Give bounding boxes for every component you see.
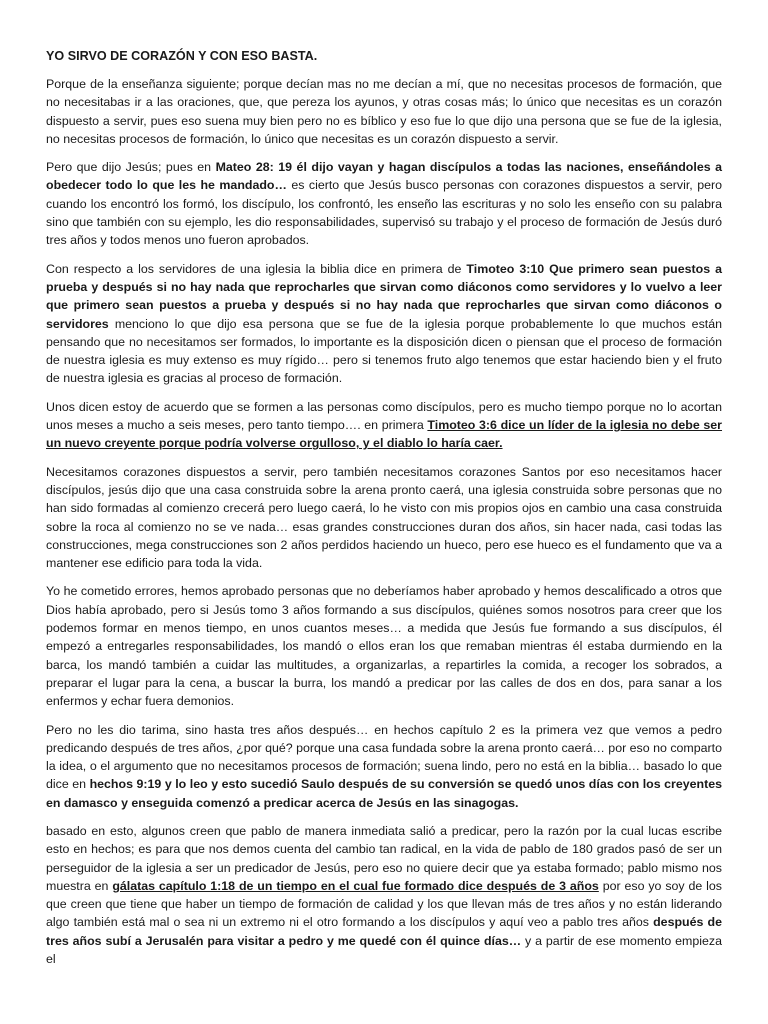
paragraph-3-bold-1: Timoteo 3:10 Que primero sean puestos a prueba y después si no hay nada que reprocharles que sirvan como diáconos como servidores y lo vuelvo a leer que primero sean puestos a prueba y después si no hay nada que reprocharles que sirvan como diáconos o servidores: [46, 261, 722, 331]
paragraph-8: [46, 822, 722, 968]
document-title: YO SIRVO DE CORAZÓN Y CON ESO BASTA.: [46, 49, 318, 63]
paragraph-1: Porque de la enseñanza siguiente; porque decían mas no me decían a mí, que no necesitas procesos de formación, que no necesitabas ir a las oraciones, que, que pereza los ayunos, y otras cosas más; lo único que necesitas es un corazón dispuesto a servir, pues eso suena muy bien pero no es bíblico y eso fue lo que dijo una persona que se fue de la iglesia, no necesitas procesos de formación, lo único que necesitas es un corazón dispuesto a servir.: [46, 77, 722, 146]
paragraph-2-bold-1: Mateo 28: 19 él dijo vayan y hagan discípulos a todas las naciones, enseñándoles a obedecer todo lo que les he mandado…: [46, 160, 722, 193]
paragraph-2-text-1: Pero que dijo Jesús; pues en: [46, 160, 216, 175]
paragraph-8-text-1: basado en esto, algunos creen que pablo de manera inmediata salió a predicar, pero la razón por la cual lucas escribe esto en hechos; es para que nos demos cuenta del cambio tan radical, en la vida de pablo de 180 grados pasó de ser un perseguidor de la iglesia a ser un predicador de Jesús, pero eso no quiere decir que ya estaba formado; pablo mismo nos muestra en: [46, 823, 722, 893]
paragraph-2-text-2: es cierto que Jesús busco personas con corazones dispuestos a servir, pero cuando los encontró los formó, los discípulo, los confrontó, les enseño las escrituras y no solo les enseño con su palabra sino que también con su ejemplo, les dio responsabilidades, supervisó su trabajo y el proceso de formación de Jesús duró tres años y todos menos uno fueron aprobados.: [46, 178, 722, 248]
paragraph-4-bold-underlined: Timoteo 3:6 dice un líder de la iglesia no debe ser un nuevo creyente porque podría volverse orgulloso, y el diablo lo haría caer.: [46, 418, 723, 451]
paragraph-4-text-1: Unos dicen estoy de acuerdo que se formen a las personas como discípulos, pero es mucho tiempo porque no lo acortan unos meses a mucho a seis meses, pero tanto tiempo…. en primera: [46, 399, 722, 433]
paragraph-3-text-1: Con respecto a los servidores de una iglesia la biblia dice en primera de: [46, 261, 467, 276]
paragraph-8-bold-2: después de tres años subí a Jerusalén para visitar a pedro y me quedé con él quince días…: [46, 915, 722, 948]
paragraph-5: Necesitamos corazones dispuestos a servir, pero también necesitamos corazones Santos por eso necesitamos hacer discípulos, jesús dijo que una casa construida sobre la arena pronto caerá, una iglesia construida sobre personas que no han sido formadas al comienzo crecerá pero luego caerá, lo he visto con mis propios ojos en cambio una casa construida sobre la roca al comienzo no se ve nada… esas grandes construcciones duran dos años, sin hacer nada, casi todas las construcciones, mega construcciones son 2 años perdidos haciendo un hueco, pero ese hueco es el fundamento que va a mantener ese edificio para toda la vida.: [46, 464, 722, 571]
paragraph-8-bold-underlined: gálatas capítulo 1:18 de un tiempo en el cual fue formado dice después de 3 años: [112, 878, 599, 893]
paragraph-8-text-2: por eso yo soy de los que creen que tiene que haber un tiempo de formación de calidad y los que llevan más de tres años y no están liderando algo también está mal o sea ni un extremo ni el otro formando a los discípulos y aquí veo a pablo tres años: [46, 878, 722, 930]
paragraph-7-text-1: Pero no les dio tarima, sino hasta tres años después… en hechos capítulo 2 es la primera vez que vemos a pedro predicando después de tres años, ¿por qué? porque una casa fundada sobre la arena pronto caerá… por eso no comparto la idea, o el argumento que no necesitamos procesos de formación; suena lindo, pero no está en la biblia… basado lo que dice en: [46, 722, 722, 792]
paragraph-2: [46, 158, 722, 249]
paragraph-3-text-2: menciono lo que dijo esa persona que se fue de la iglesia porque probablemente lo que muchos están pensando que no necesitamos ser formados, lo importante es la disposición dicen o piensan que el proceso de formación de nuestra iglesia es muy extenso es muy rígido… pero si tenemos fruto algo tenemos que estar haciendo bien y el fruto de nuestra iglesia es gracias al proceso de formación.: [46, 316, 722, 386]
paragraph-7: [46, 721, 722, 812]
paragraph-4: [46, 398, 722, 453]
paragraph-8-text-3: y a partir de ese momento empieza el: [46, 933, 722, 967]
paragraph-7-bold-1: hechos 9:19 y lo leo y esto sucedió Saulo después de su conversión se quedó unos días con los creyentes en damasco y enseguida comenzó a predicar acerca de Jesús en las sinagogas.: [46, 777, 722, 810]
paragraph-6: Yo he cometido errores, hemos aprobado personas que no deberíamos haber aprobado y hemos descalificado a otros que Dios había aprobado, pero si Jesús tomo 3 años formando a sus discípulos, quiénes somos nosotros para creer que los podemos formar en menos tiempo, en unos cuantos meses… a medida que Jesús fue formando a sus discípulos, él empezó a entregarles responsabilidades, los mandó o ellos eran los que remaban mientras él estaba durmiendo en la barca, los mandó también a cuidar las multitudes, a organizarlas, a repartirles la comida, a recoger los sobrados, a preparar el lugar para la cena, a buscar la burra, los mandó a predicar por las calles de dos en dos, para sanar a los enfermos y echar fuera demonios.: [46, 584, 722, 709]
paragraph-3: [46, 260, 722, 388]
